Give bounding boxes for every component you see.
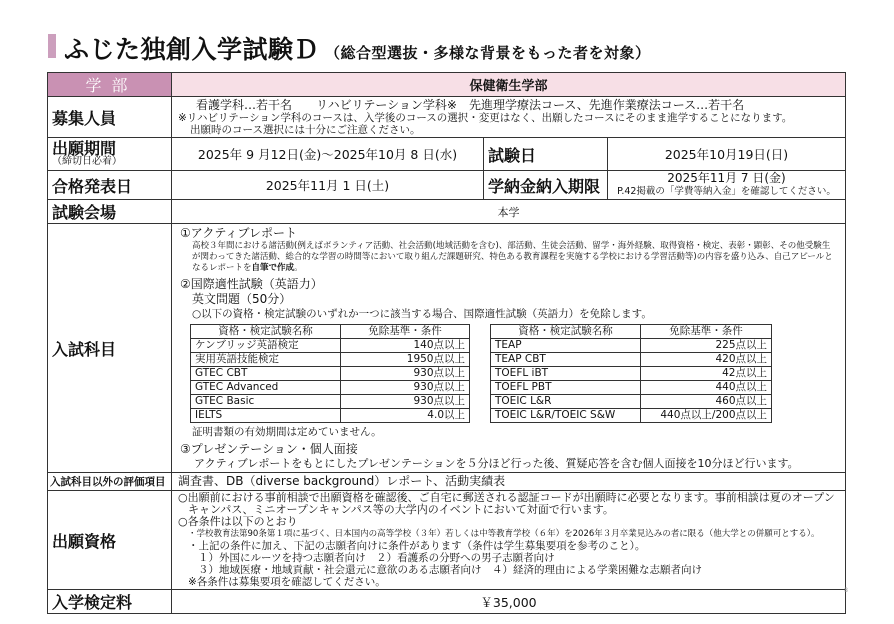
subjects-item2-note: ○以下の資格・検定試験のいずれか一つに該当する場合、国際適性試験（英語力）を免除します。 bbox=[192, 308, 652, 320]
cert-criteria: 4.0以上 bbox=[341, 409, 470, 423]
dept-row bbox=[48, 73, 846, 97]
cert-name: GTEC CBT bbox=[191, 367, 341, 381]
page-title-main: ふじた独創入学試験Ｄ bbox=[64, 35, 320, 64]
subjects-item1-end: 。 bbox=[294, 263, 303, 273]
subjects-item1-title: ①アクティブレポート bbox=[180, 226, 297, 240]
subjects-item3-text: アクティブレポートをもとにしたプレゼンテーションを５分ほど行った後、質疑応答を含む個人面接を10分ほど行います。 bbox=[194, 457, 799, 470]
exemption-table-right bbox=[490, 324, 772, 423]
qualification-line-3: ○各条件は以下のとおり bbox=[178, 515, 298, 528]
cert-name: IELTS bbox=[191, 409, 341, 423]
qualification-line-6: １）外国にルーツを持つ志願者向け ２）看護系の分野への男子志願者向け bbox=[198, 552, 555, 564]
subjects-item2-sub: 英文問題（50分） bbox=[192, 292, 292, 306]
qualification-row bbox=[48, 491, 846, 590]
cert-name: TEAP CBT bbox=[491, 353, 641, 367]
subjects-row bbox=[48, 224, 846, 473]
venue-value: 本学 bbox=[172, 200, 846, 224]
exam-date-label: 試験日 bbox=[484, 138, 608, 171]
cert-criteria: 42点以上 bbox=[641, 367, 772, 381]
table-row bbox=[191, 353, 470, 367]
table-row bbox=[191, 367, 470, 381]
cert-criteria: 140点以上 bbox=[341, 339, 470, 353]
recruit-line: 看護学科…若干名 リハビリテーション学科※ 先進理学療法コース、先進作業療法コース…若干名 bbox=[196, 98, 745, 112]
qualification-line-4: ・学校教育法第90条第１項に基づく、日本国内の高等学校（３年）若しくは中等教育学校（６年）を2026年３月卒業見込みの者に限る（他大学との併願可とする）。 bbox=[188, 529, 820, 539]
fee-label: 入学検定料 bbox=[48, 590, 172, 614]
cert-criteria: 440点以上/200点以上 bbox=[641, 409, 772, 423]
period-row bbox=[48, 138, 846, 171]
right-col-header-criteria: 免除基準・条件 bbox=[641, 325, 772, 339]
cert-validity-note: 証明書類の有効期間は定めていません。 bbox=[192, 426, 382, 438]
table-row bbox=[491, 395, 772, 409]
cert-criteria: 460点以上 bbox=[641, 395, 772, 409]
fee-value: ￥35,000 bbox=[172, 590, 846, 614]
fee-row bbox=[48, 590, 846, 614]
cert-criteria: 440点以上 bbox=[641, 381, 772, 395]
table-row bbox=[491, 339, 772, 353]
qualification-line-1: ○出願前における事前相談で出願資格を確認後、ご自宅に郵送される認証コードが出願時に必要となります。事前相談は夏のオープン bbox=[178, 491, 835, 504]
qualification-line-7: ３）地域医療・地域貢献・社会還元に意欲のある志願者向け ４）経済的理由による学業困難な志願者向け bbox=[198, 564, 702, 576]
cert-criteria: 225点以上 bbox=[641, 339, 772, 353]
qualification-line-8: ※各条件は募集要項を確認してください。 bbox=[188, 576, 386, 588]
left-col-header-name: 資格・検定試験名称 bbox=[191, 325, 341, 339]
dept-header: 学部 bbox=[48, 73, 172, 97]
other-eval-row bbox=[48, 473, 846, 491]
other-eval-value: 調査書、DB（diverse background）レポート、活動実績表 bbox=[172, 473, 846, 491]
venue-label: 試験会場 bbox=[48, 200, 172, 224]
table-row bbox=[491, 381, 772, 395]
subjects-item1-bold: 自筆で作成 bbox=[251, 263, 295, 273]
payment-deadline-value: 2025年11月 7 日(金) bbox=[667, 171, 786, 185]
exam-date-value: 2025年10月19日(日) bbox=[608, 138, 846, 171]
cert-name: TOEFL iBT bbox=[491, 367, 641, 381]
subjects-item1-body: 高校３年間における諸活動(例えばボランティア活動、社会活動(地域活動を含む)、部活動、生徒会活動、留学・海外経験、取得資格・検定、表彰・顕彰、その他受験生が関わってきた諸活動、総合的な学習の時間等において取り組んだ課題研究、特色ある教育課程を実施する学校における学習活動等)の内容を盛り込み、自己アピールとなるレポートを bbox=[192, 241, 833, 273]
application-period-label: 出願期間 bbox=[52, 139, 117, 158]
recruit-note-2: 出願時のコース選択には十分にご注意ください。 bbox=[190, 124, 421, 136]
subjects-item3-title: ③プレゼンテーション・個人面接 bbox=[180, 442, 358, 456]
other-eval-label: 入試科目以外の評価項目 bbox=[48, 473, 172, 491]
table-row bbox=[191, 409, 470, 423]
qualification-line-5: ・上記の条件に加え、下記の志願者向けに条件があります（条件は学生募集要項を参考のこと）。 bbox=[188, 540, 646, 552]
page-title bbox=[64, 30, 651, 66]
right-col-header-name: 資格・検定試験名称 bbox=[491, 325, 641, 339]
result-date-label: 合格発表日 bbox=[48, 171, 172, 200]
payment-deadline-note: P.42掲載の「学費等納入金」を確認してください。 bbox=[617, 186, 836, 197]
table-row bbox=[491, 367, 772, 381]
recruit-label: 募集人員 bbox=[48, 97, 172, 138]
table-row bbox=[191, 381, 470, 395]
venue-row bbox=[48, 200, 846, 224]
subjects-item1-text bbox=[180, 241, 837, 274]
table-row bbox=[491, 353, 772, 367]
recruit-row bbox=[48, 97, 846, 138]
payment-deadline-label: 学納金納入期限 bbox=[484, 171, 608, 200]
exemption-table-left bbox=[190, 324, 470, 423]
application-period-value: 2025年 9 月12日(金)〜2025年10月 8 日(水) bbox=[172, 138, 484, 171]
dept-name: 保健衛生学部 bbox=[172, 73, 846, 97]
cert-name: TOEIC L&R/TOEIC S&W bbox=[491, 409, 641, 423]
qualification-label: 出願資格 bbox=[48, 491, 172, 590]
title-accent-bar bbox=[48, 34, 56, 58]
cert-name: TOEIC L&R bbox=[491, 395, 641, 409]
recruit-note-1: ※リハビリテーション学科のコースは、入学後のコースの選択・変更はなく、出願したコースにそのまま進学することになります。 bbox=[178, 112, 793, 124]
result-row bbox=[48, 171, 846, 200]
cert-name: TOEFL PBT bbox=[491, 381, 641, 395]
subjects-label: 入試科目 bbox=[48, 224, 172, 473]
page-title-sub: （総合型選抜・多様な背景をもった者を対象） bbox=[325, 44, 651, 62]
qualification-line-2: キャンパス、ミニオープンキャンパス等の大学内のイベントにおいて対面で行います。 bbox=[188, 503, 614, 516]
cert-criteria: 1950点以上 bbox=[341, 353, 470, 367]
left-col-header-criteria: 免除基準・条件 bbox=[341, 325, 470, 339]
cert-name: GTEC Advanced bbox=[191, 381, 341, 395]
cert-criteria: 930点以上 bbox=[341, 395, 470, 409]
cert-criteria: 930点以上 bbox=[341, 381, 470, 395]
exemption-tables bbox=[180, 324, 837, 423]
cert-name: 実用英語技能検定 bbox=[191, 353, 341, 367]
cert-name: ケンブリッジ英語検定 bbox=[191, 339, 341, 353]
page-number: 8 bbox=[844, 587, 848, 594]
subjects-item2-title: ②国際適性試験（英語力） bbox=[180, 277, 323, 291]
table-row bbox=[191, 395, 470, 409]
cert-name: TEAP bbox=[491, 339, 641, 353]
cert-name: GTEC Basic bbox=[191, 395, 341, 409]
result-date-value: 2025年11月 1 日(土) bbox=[172, 171, 484, 200]
cert-criteria: 930点以上 bbox=[341, 367, 470, 381]
cert-criteria: 420点以上 bbox=[641, 353, 772, 367]
application-period-label-sub: （締切日必着） bbox=[52, 156, 122, 167]
table-row bbox=[491, 409, 772, 423]
table-row bbox=[191, 339, 470, 353]
exam-info-table bbox=[47, 72, 846, 614]
